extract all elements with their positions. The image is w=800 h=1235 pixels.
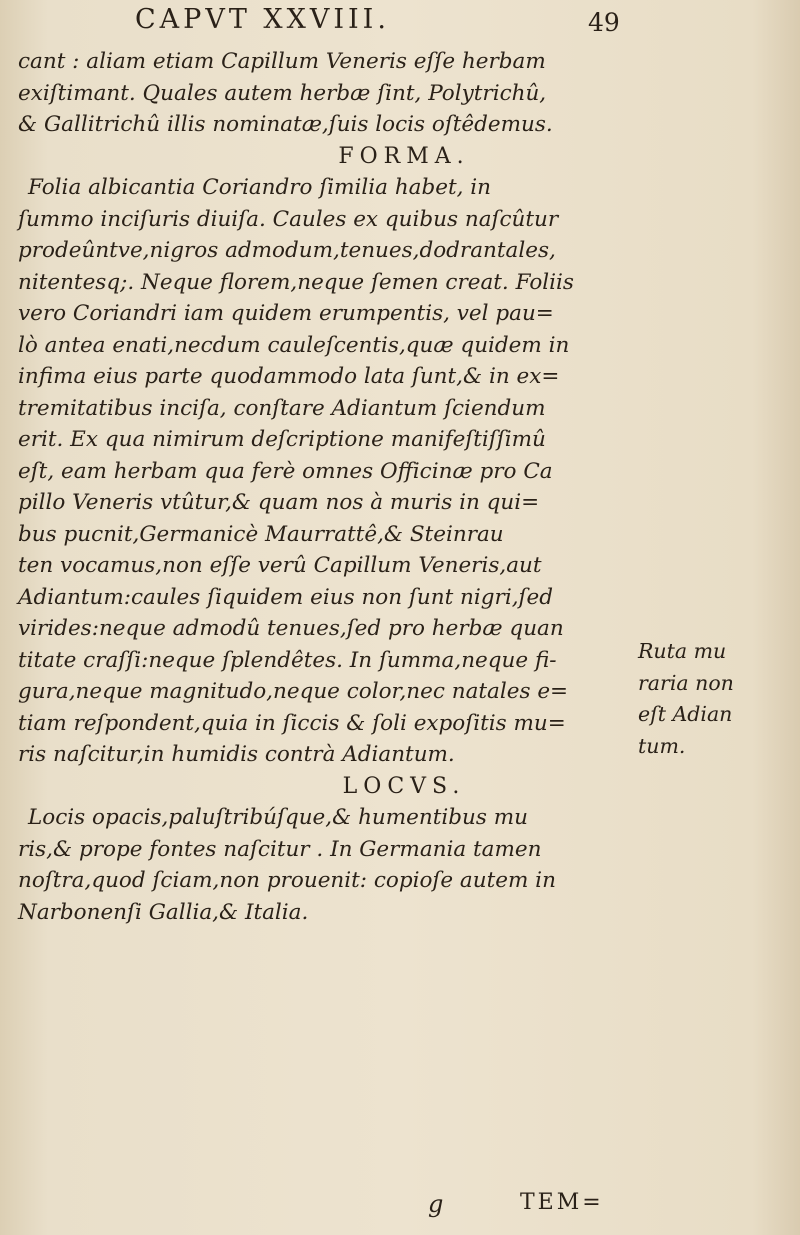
text-line: ten vocamus,non eſſe verû Capillum Veneris,aut — [18, 553, 542, 578]
text-line: eſt, eam herbam qua ferè omnes Officinæ pro Ca — [18, 458, 553, 484]
text-line: pillo Veneris vtûtur,& quam nos à muris in qui= — [18, 490, 540, 515]
text-line: noſtra,quod ſciam,non prouenit: copioſe autem in — [18, 868, 556, 893]
marginal-note-line: tum. — [638, 733, 686, 758]
page-header — [0, 4, 800, 40]
text-line: Narbonenſi Gallia,& Italia. — [18, 899, 309, 925]
text-line: lò antea enati,necdum cauleſcentis,quæ quidem in — [18, 332, 570, 358]
text-line: infima eius parte quodammodo lata ſunt,& in ex= — [18, 364, 560, 389]
section-heading-forma: FORMA. — [338, 143, 470, 169]
page-footer — [0, 1190, 800, 1224]
text-line: Adiantum:caules ſiquidem eius non ſunt nigri,ſed — [18, 584, 553, 610]
main-text — [18, 46, 778, 928]
text-line: Folia albicantia Coriandro ſimilia habet, in — [28, 175, 492, 200]
running-head: CAPVT XXVIII. — [135, 4, 390, 35]
marginal-note-line: Ruta mu — [638, 639, 727, 663]
text-line: erit. Ex qua nimirum deſcriptione manifeſtiſſimû — [18, 427, 546, 452]
text-line: Locis opacis,paluſtribúſque,& humentibus mu — [28, 805, 528, 830]
text-line: titate craſſi:neque ſplendêtes. In ſumma,neque fi- — [18, 647, 557, 673]
marginal-note-line: raria non — [638, 670, 734, 695]
page-number: 49 — [588, 8, 620, 37]
section-heading-locus: LOCVS. — [342, 773, 466, 799]
text-line: cant : aliam etiam Capillum Veneris eſſe herbam — [18, 49, 546, 74]
text-line: vero Coriandri iam quidem erumpentis, vel pau= — [18, 301, 554, 326]
text-line: bus pucnit,Germanicè Maurrattê,& Steinrau — [18, 521, 504, 547]
text-line: ris,& prope fontes naſcitur . In Germania tamen — [18, 836, 542, 862]
text-line: virides:neque admodû tenues,ſed pro herbæ quan — [18, 616, 564, 641]
text-line: exiſtimant. Quales autem herbæ ſint, Polytrichû, — [18, 80, 547, 106]
text-line: nitentesq;. Neque florem,neque ſemen creat. Foliis — [18, 269, 574, 295]
catchword: TEM= — [520, 1190, 604, 1215]
signature-mark: g — [428, 1190, 444, 1218]
text-line: tremitatibus inciſa, conſtare Adiantum ſciendum — [18, 395, 546, 421]
text-line: prodeûntve,nigros admodum,tenues,dodrantales, — [18, 238, 556, 263]
text-line: ſummo inciſuris diuiſa. Caules ex quibus naſcûtur — [18, 206, 559, 232]
marginal-note-line: eſt Adian — [638, 702, 733, 726]
marginal-note — [638, 636, 798, 762]
text-line: gura,neque magnitudo,neque color,nec natales e= — [18, 679, 569, 704]
text-line: & Gallitrichû illis nominatæ,ſuis locis oſtêdemus. — [18, 112, 553, 137]
text-line: ris naſcitur,in humidis contrà Adiantum. — [18, 742, 455, 767]
text-line: tiam reſpondent,quia in ſiccis & ſoli expoſitis mu= — [18, 710, 566, 736]
